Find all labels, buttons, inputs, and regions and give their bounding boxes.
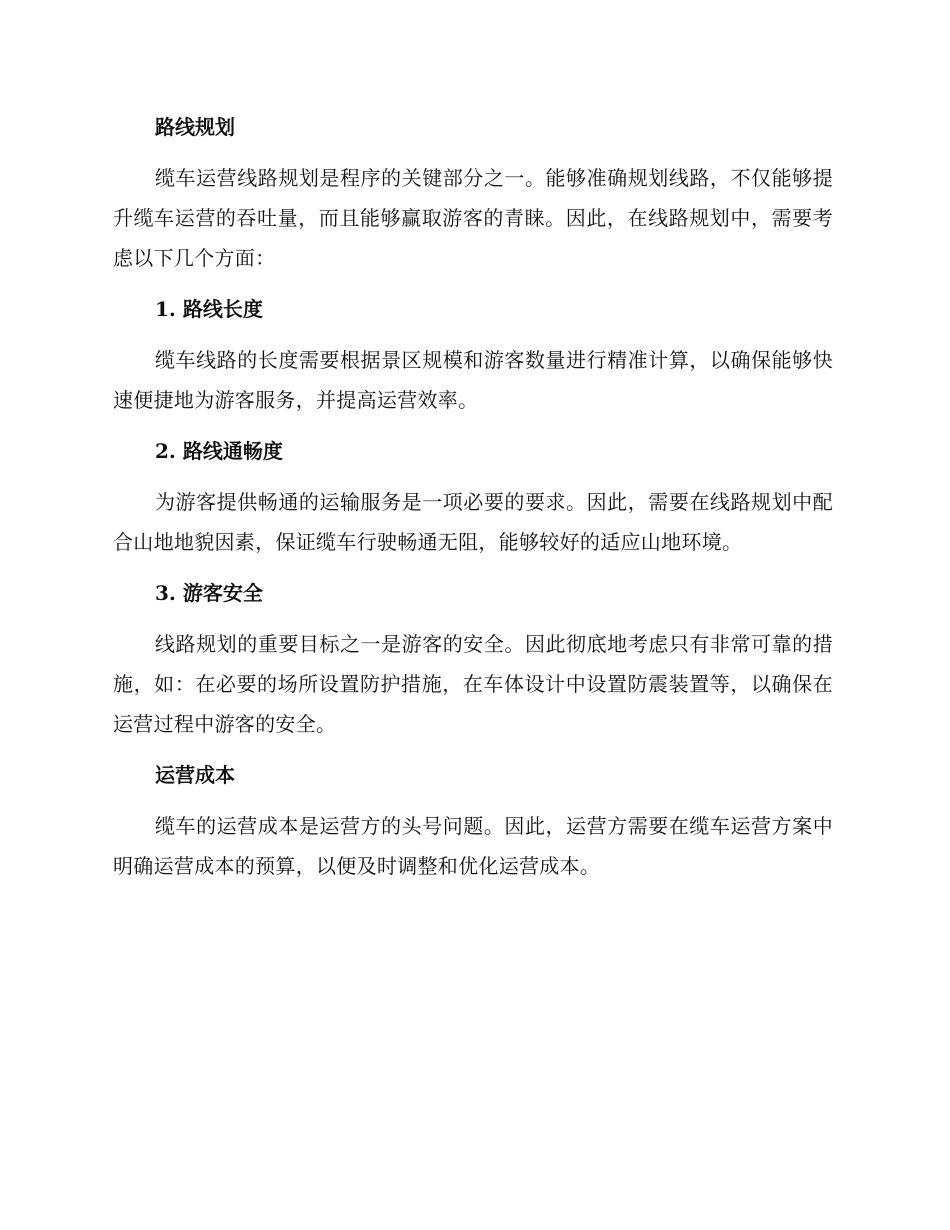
section-paragraph-operating-cost: 缆车的运营成本是运营方的头号问题。因此，运营方需要在缆车运营方案中明确运营成本的预算，以便及时调整和优化运营成本。: [113, 814, 833, 878]
section-heading-route-smoothness: 2. 路线通畅度: [155, 439, 283, 463]
document-body: [113, 112, 833, 886]
section-heading-route-planning: 路线规划: [155, 115, 235, 139]
section-paragraph-route-length: 缆车线路的长度需要根据景区规模和游客数量进行精准计算，以确保能够快速便捷地为游客服务，并提高运营效率。: [113, 348, 833, 412]
section-heading-visitor-safety: 3. 游客安全: [155, 581, 263, 605]
section-paragraph-visitor-safety: 线路规划的重要目标之一是游客的安全。因此彻底地考虑只有非常可靠的措施，如：在必要的场所设置防护措施，在车体设计中设置防震装置等，以确保在运营过程中游客的安全。: [113, 632, 833, 736]
section-paragraph-route-smoothness: 为游客提供畅通的运输服务是一项必要的要求。因此，需要在线路规划中配合山地地貌因素，保证缆车行驶畅通无阻，能够较好的适应山地环境。: [113, 490, 833, 554]
section-heading-operating-cost: 运营成本: [155, 763, 235, 787]
section-heading-route-length: 1. 路线长度: [155, 297, 263, 321]
section-paragraph-route-planning: 缆车运营线路规划是程序的关键部分之一。能够准确规划线路，不仅能够提升缆车运营的吞吐量，而且能够赢取游客的青睐。因此，在线路规划中，需要考虑以下几个方面：: [113, 166, 833, 270]
